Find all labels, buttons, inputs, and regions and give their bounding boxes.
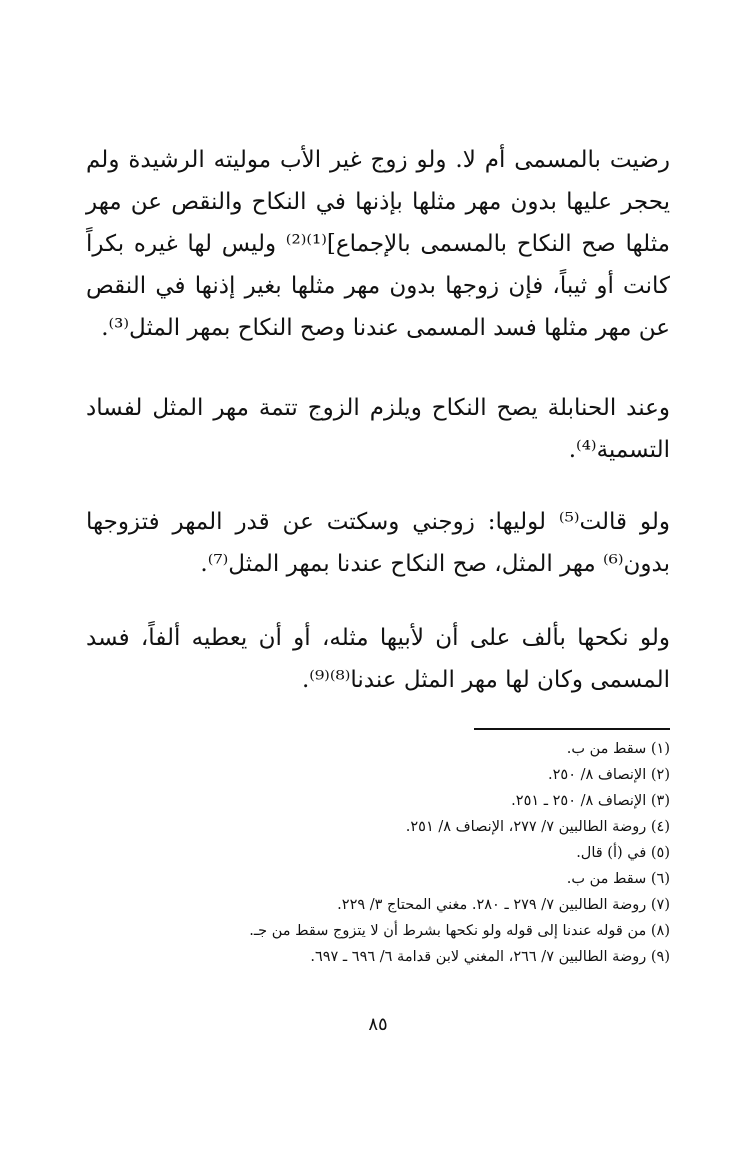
paragraph-3: ولو قالت⁽⁵⁾ لوليها: زوجني وسكتت عن قدر المهر فتزوجها بدون⁽⁶⁾ مهر المثل، صح النكاح عندنا بمهر المثل⁽⁷⁾. xyxy=(86,509,670,577)
footnote-7: (٧) روضة الطالبين ٧/ ٢٧٩ ـ ٢٨٠. مغني المحتاج ٣/ ٢٢٩. xyxy=(337,897,670,913)
footnote-2: (٢) الإنصاف ٨/ ٢٥٠. xyxy=(548,767,670,783)
footnote-5: (٥) في (أ) قال. xyxy=(576,845,670,861)
footnote-9: (٩) روضة الطالبين ٧/ ٢٦٦، المغني لابن قدامة ٦/ ٦٩٦ ـ ٦٩٧. xyxy=(310,949,670,965)
footnote-4: (٤) روضة الطالبين ٧/ ٢٧٧، الإنصاف ٨/ ٢٥١. xyxy=(405,819,670,835)
footnote-6: (٦) سقط من ب. xyxy=(566,871,670,887)
footnote-8: (٨) من قوله عندنا إلى قوله ولو نكحها بشرط أن لا يتزوج سقط من جـ. xyxy=(249,923,670,939)
page-number: ٨٥ xyxy=(368,1014,388,1035)
footnote-separator xyxy=(474,728,670,730)
footnotes xyxy=(200,736,670,970)
footnote-1: (١) سقط من ب. xyxy=(566,741,670,757)
paragraph-1: رضيت بالمسمى أم لا. ولو زوج غير الأب موليته الرشيدة ولم يحجر عليها بدون مهر مثلها بإذنها في النكاح والنقص عن مهر مثلها صح النكاح بالمسمى بالإجماع]⁽¹⁾⁽²⁾ وليس لها غيره بكراً كانت أو ثيباً، فإن زوجها بدون مهر مثلها بغير إذنها في النقص عن مهر مثلها فسد المسمى عندنا وصح النكاح بمهر المثل⁽³⁾. xyxy=(86,147,671,341)
paragraph-4: ولو نكحها بألف على أن لأبيها مثله، أو أن يعطيه ألفاً، فسد المسمى وكان لها مهر المثل عندنا⁽⁸⁾⁽⁹⁾. xyxy=(86,625,670,693)
paragraph-2: وعند الحنابلة يصح النكاح ويلزم الزوج تتمة مهر المثل لفساد التسمية⁽⁴⁾. xyxy=(86,395,670,463)
footnote-3: (٣) الإنصاف ٨/ ٢٥٠ ـ ٢٥١. xyxy=(511,793,670,809)
